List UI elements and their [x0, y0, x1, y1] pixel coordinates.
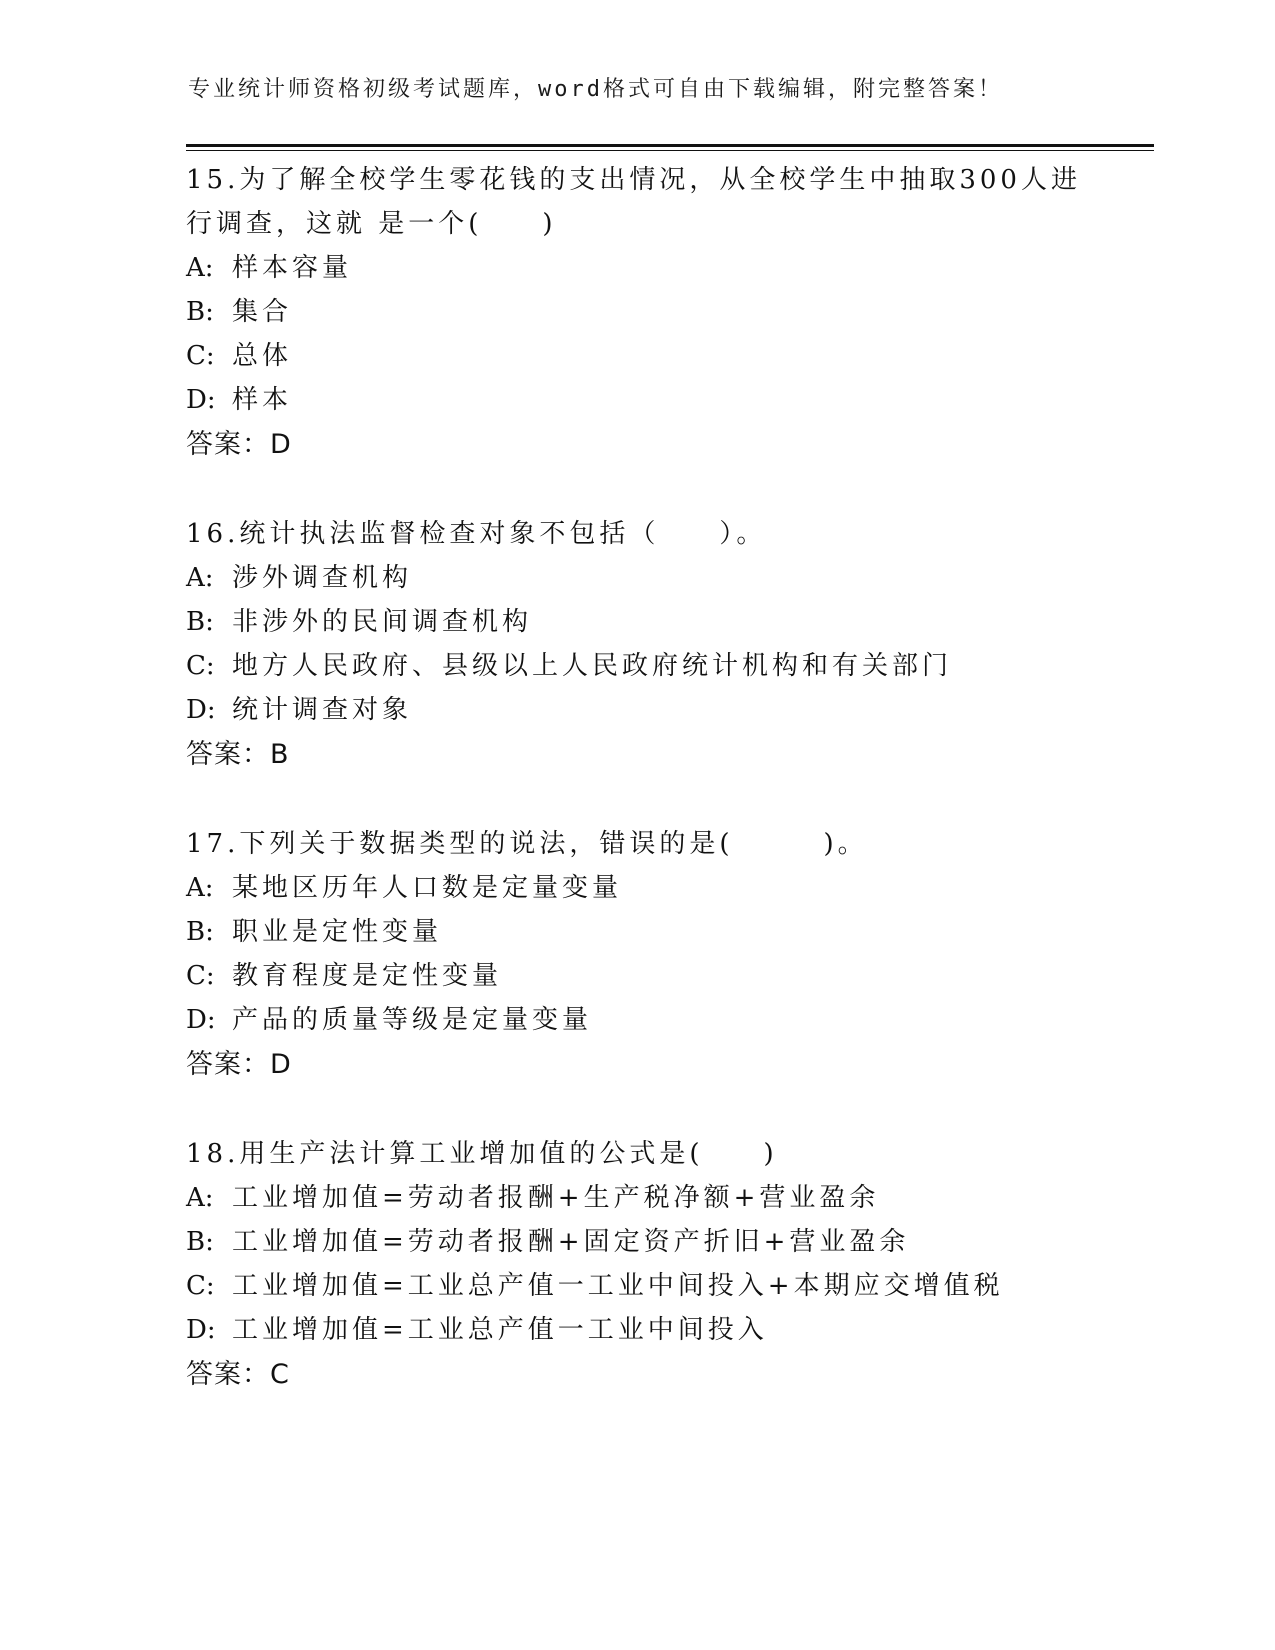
answer-line: 答案：B [186, 739, 290, 770]
question-text: 15.为了解全校学生零花钱的支出情况，从全校学生中抽取300人进行调查，这就 是一个( ) [186, 165, 1081, 239]
option-key: C: [186, 1271, 215, 1301]
option-b [186, 290, 1086, 334]
option-text: 教育程度是定性变量 [232, 961, 503, 991]
option-text: 工业增加值=工业总产值一工业中间投入 [232, 1315, 768, 1345]
option-key: D: [186, 1005, 216, 1035]
question-list [186, 158, 1086, 1442]
option-key: A: [186, 563, 214, 593]
page-header: 专业统计师资格初级考试题库，word格式可自由下载编辑，附完整答案！ [188, 77, 1003, 102]
option-key: A: [186, 253, 214, 283]
question-text: 17.下列关于数据类型的说法，错误的是( )。 [186, 829, 868, 859]
option-text: 工业增加值=劳动者报酬+固定资产折旧+营业盈余 [232, 1227, 910, 1257]
option-d [186, 1308, 1086, 1352]
option-d [186, 688, 1086, 732]
option-key: B: [186, 917, 214, 947]
option-text: 涉外调查机构 [232, 563, 413, 593]
option-a [186, 556, 1086, 600]
option-d [186, 998, 1086, 1042]
option-text: 样本容量 [232, 253, 353, 283]
option-text: 职业是定性变量 [232, 917, 443, 947]
option-key: D: [186, 385, 216, 415]
header-rule-thick [186, 144, 1154, 147]
option-key: A: [186, 1183, 214, 1213]
option-key: C: [186, 341, 215, 371]
question-16 [186, 512, 1086, 778]
option-a [186, 866, 1086, 910]
option-a [186, 1176, 1086, 1220]
option-c [186, 334, 1086, 378]
option-key: B: [186, 297, 214, 327]
option-c [186, 1264, 1086, 1308]
answer-line: 答案：D [186, 429, 292, 460]
option-b [186, 600, 1086, 644]
question-17 [186, 822, 1086, 1088]
option-key: C: [186, 961, 215, 991]
option-text: 样本 [232, 385, 293, 415]
header-rule-thin [186, 150, 1154, 151]
option-key: D: [186, 1315, 216, 1345]
option-text: 工业增加值=劳动者报酬+生产税净额+营业盈余 [232, 1183, 880, 1213]
option-text: 工业增加值=工业总产值一工业中间投入+本期应交增值税 [232, 1271, 1004, 1301]
option-text: 非涉外的民间调查机构 [232, 607, 533, 637]
question-18 [186, 1132, 1086, 1398]
option-text: 统计调查对象 [232, 695, 413, 725]
option-c [186, 954, 1086, 998]
option-key: B: [186, 1227, 214, 1257]
question-text: 16.统计执法监督检查对象不包括（ ）。 [186, 519, 767, 549]
option-a [186, 246, 1086, 290]
option-key: B: [186, 607, 214, 637]
option-b [186, 910, 1086, 954]
answer-line: 答案：D [186, 1049, 292, 1080]
option-text: 地方人民政府、县级以上人民政府统计机构和有关部门 [232, 651, 953, 681]
option-key: D: [186, 695, 216, 725]
option-text: 产品的质量等级是定量变量 [232, 1005, 593, 1035]
option-d [186, 378, 1086, 422]
question-text: 18.用生产法计算工业增加值的公式是( ) [186, 1139, 778, 1169]
option-text: 某地区历年人口数是定量变量 [232, 873, 623, 903]
option-b [186, 1220, 1086, 1264]
option-text: 总体 [232, 341, 293, 371]
answer-line: 答案：C [186, 1359, 290, 1390]
option-c [186, 644, 1086, 688]
option-key: C: [186, 651, 215, 681]
question-15 [186, 158, 1086, 468]
option-text: 集合 [232, 297, 293, 327]
option-key: A: [186, 873, 214, 903]
